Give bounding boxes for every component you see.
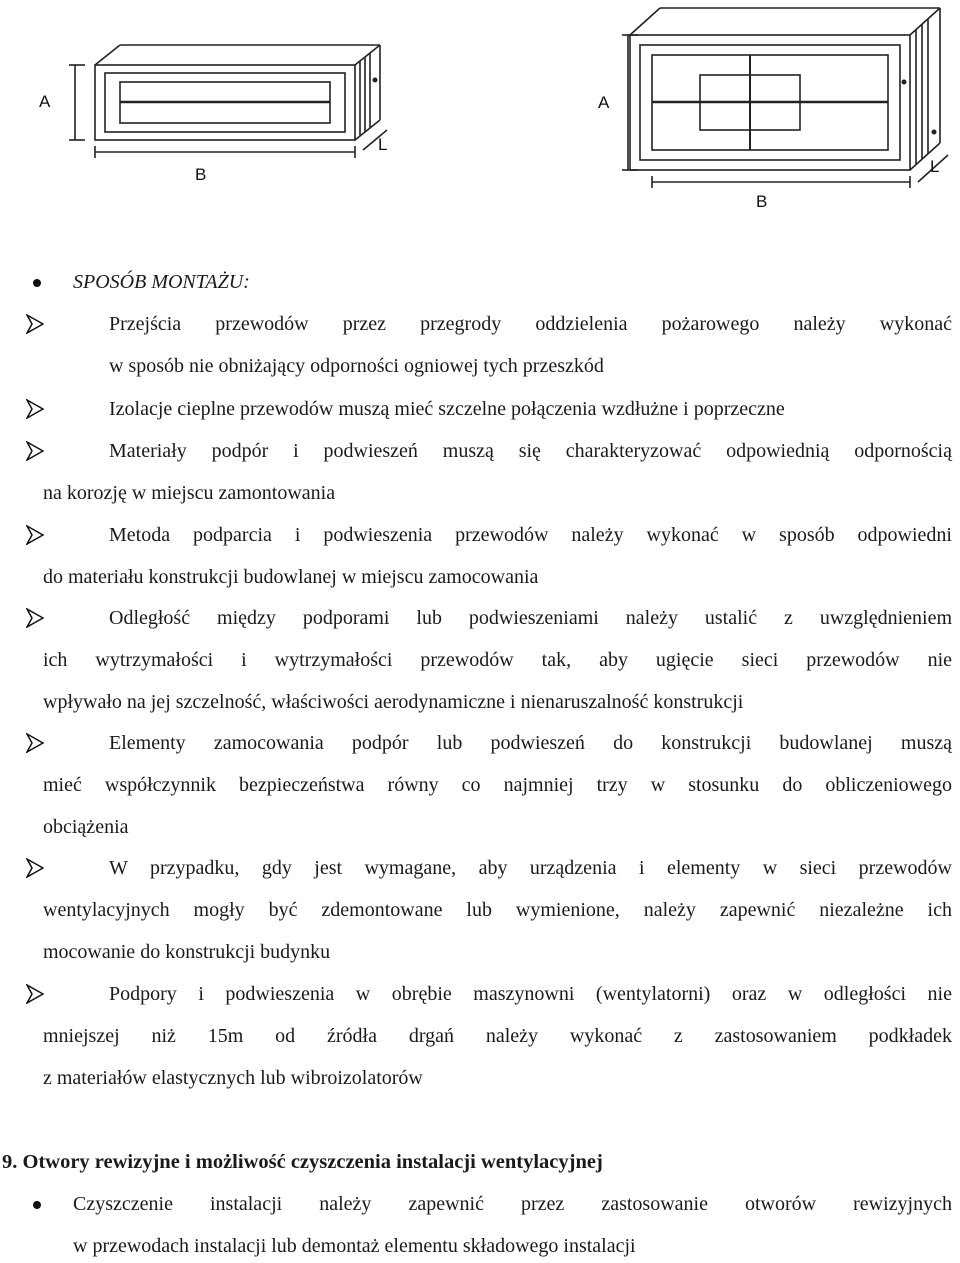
montage-item-2-line-1: na korozję w miejscu zamontowania	[43, 482, 336, 504]
montage-item-1-line-0: Izolacje cieplne przewodów muszą mieć szczelne połączenia wzdłużne i poprzeczne	[109, 398, 785, 420]
montage-item-4-line-0: Odległość między podporami lub podwieszeniami należy ustalić z uwzględnieniem	[109, 607, 952, 629]
arrow-bullet-icon	[26, 525, 44, 545]
montage-heading: SPOSÓB MONTAŻU:	[73, 271, 250, 293]
montage-item-6-line-2: mocowanie do konstrukcji budynku	[43, 941, 331, 963]
section-9-bullet-line-0: Czyszczenie instalacji należy zapewnić przez zastosowanie otworów rewizyjnych	[73, 1193, 952, 1215]
damper-drawing-right	[590, 0, 960, 215]
montage-item-5-line-1: mieć współczynnik bezpieczeństwa równy co najmniej trzy w stosunku do obliczeniowego	[43, 774, 952, 796]
montage-item-4-line-1: ich wytrzymałości i wytrzymałości przewodów tak, aby ugięcie sieci przewodów nie	[43, 649, 952, 671]
arrow-bullet-icon	[26, 399, 44, 419]
montage-item-2-line-0: Materiały podpór i podwieszeń muszą się charakteryzować odpowiednią odpornością	[109, 440, 952, 462]
bullet-dot-icon	[33, 279, 41, 287]
arrow-bullet-icon	[26, 858, 44, 878]
arrow-bullet-icon	[26, 984, 44, 1004]
dimension-a-label: A	[39, 92, 51, 111]
montage-item-3-line-1: do materiału konstrukcji budowlanej w miejscu zamocowania	[43, 566, 539, 588]
dimension-b-label: B	[756, 192, 768, 211]
section-9-heading: 9. Otwory rewizyjne i możliwość czyszczenia instalacji wentylacyjnej	[2, 1151, 603, 1173]
montage-item-7-line-2: z materiałów elastycznych lub wibroizolatorów	[43, 1067, 423, 1089]
montage-item-5-line-2: obciążenia	[43, 816, 129, 838]
dimension-a-label: A	[598, 93, 610, 112]
montage-item-4-line-2: wpływało na jej szczelność, właściwości aerodynamiczne i nienaruszalność konstrukcji	[43, 691, 744, 713]
bullet-dot-icon	[33, 1201, 41, 1209]
montage-item-0-line-1: w sposób nie obniżający odporności ogniowej tych przeszkód	[109, 355, 604, 377]
dimension-l-label: L	[378, 135, 388, 154]
arrow-bullet-icon	[26, 314, 44, 334]
figures-area	[0, 0, 960, 230]
montage-item-7-line-1: mniejszej niż 15m od źródła drgań należy wykonać z zastosowaniem podkładek	[43, 1025, 952, 1047]
montage-item-7-line-0: Podpory i podwieszenia w obrębie maszynowni (wentylatorni) oraz w odległości nie	[109, 983, 952, 1005]
montage-item-5-line-0: Elementy zamocowania podpór lub podwieszeń do konstrukcji budowlanej muszą	[109, 732, 952, 754]
section-9-bullet-line-1: w przewodach instalacji lub demontaż elementu składowego instalacji	[73, 1235, 636, 1257]
montage-item-6-line-1: wentylacyjnych mogły być zdemontowane lub wymienione, należy zapewnić niezależne ich	[43, 899, 952, 921]
arrow-bullet-icon	[26, 733, 44, 753]
damper-drawing-left	[25, 0, 405, 200]
arrow-bullet-icon	[26, 608, 44, 628]
arrow-bullet-icon	[26, 441, 44, 461]
montage-item-6-line-0: W przypadku, gdy jest wymagane, aby urządzenia i elementy w sieci przewodów	[109, 857, 952, 879]
dimension-l-label: L	[930, 157, 940, 176]
montage-item-3-line-0: Metoda podparcia i podwieszenia przewodów należy wykonać w sposób odpowiedni	[109, 524, 952, 546]
montage-item-0-line-0: Przejścia przewodów przez przegrody oddzielenia pożarowego należy wykonać	[109, 313, 952, 335]
dimension-b-label: B	[195, 165, 207, 184]
